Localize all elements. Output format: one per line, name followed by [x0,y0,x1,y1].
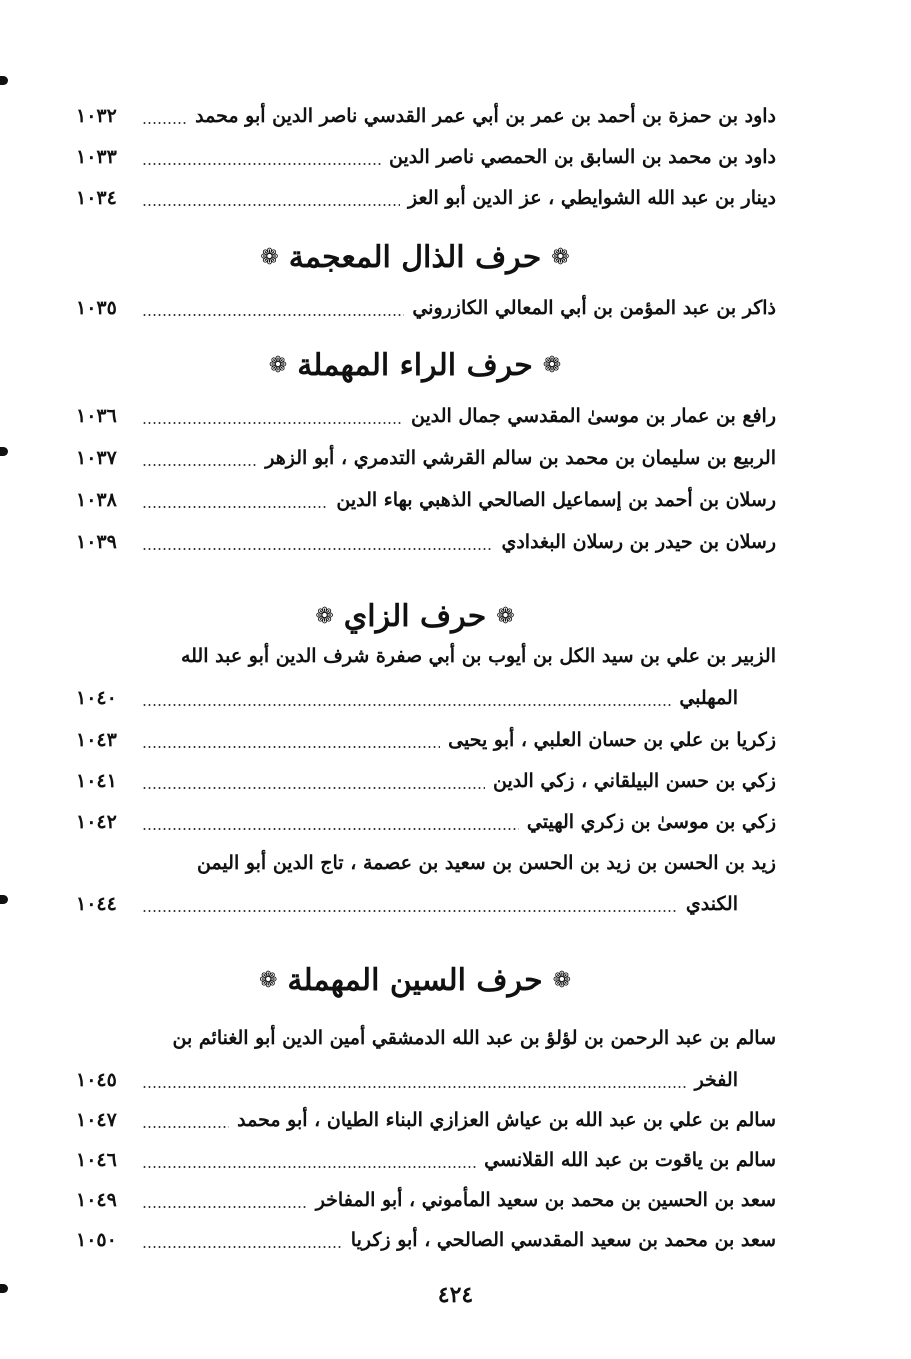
entry-name: زكريا بن علي بن حسان العلبي ، أبو يحيى [448,729,776,751]
section-heading-text: حرف الراء المهملة [297,347,533,383]
entry-first-line [150,845,776,881]
ornament-icon: ❁ [542,352,562,378]
entry-number: ١٠٣٢ [76,105,117,127]
entry-number: ١٠٣٥ [76,297,117,319]
ornament-icon: ❁ [552,967,572,993]
leader-dots [142,746,440,748]
index-entry [76,139,776,175]
entry-number: ١٠٤٤ [76,893,117,915]
section-heading-text: حرف السين المهملة [287,962,543,998]
index-entry [76,398,776,434]
leader-dots [142,1206,308,1208]
index-entry [76,763,776,799]
index-entry [76,180,776,216]
entry-name: ذاكر بن عبد المؤمن بن أبي المعالي الكازروني [412,297,776,319]
entry-name: رسلان بن أحمد بن إسماعيل الصالحي الذهبي بهاء الدين [336,489,776,511]
entry-name: زكي بن حسن البيلقاني ، زكي الدين [493,770,776,792]
index-entry [76,290,776,326]
leader-dots [142,1166,476,1168]
index-entry [76,524,776,560]
entry-number: ١٠٣٤ [76,187,117,209]
leader-dots [142,910,678,912]
entry-number: ١٠٣٣ [76,146,117,168]
leader-dots [142,122,187,124]
entry-name: الربيع بن سليمان بن محمد بن سالم القرشي التدمري ، أبو الزهر [265,447,776,469]
index-entry [76,886,738,922]
entry-name: سعد بن الحسين بن محمد بن سعيد المأموني ، أبو المفاخر [315,1189,776,1211]
entry-name: رسلان بن حيدر بن رسلان البغدادي [501,531,776,553]
leader-dots [142,163,381,165]
entry-first-line [150,1020,776,1056]
leader-dots [142,1126,229,1128]
index-entry [76,804,776,840]
entry-name-line: سالم بن عبد الرحمن بن لؤلؤ بن عبد الله الدمشقي أمين الدين أبو الغنائم بن [172,1027,776,1049]
section-heading-dhal [230,234,600,280]
entry-number: ١٠٤٥ [76,1069,117,1091]
edge-mark [0,447,8,456]
leader-dots [142,828,519,830]
entry-number: ١٠٤٢ [76,811,117,833]
leader-dots [142,787,485,789]
section-heading-zay [230,593,600,639]
entry-number: ١٠٣٩ [76,531,117,553]
section-heading-text: حرف الذال المعجمة [288,239,542,275]
ornament-icon: ❁ [260,244,279,270]
entry-name: سالم بن ياقوت بن عبد الله القلانسي [484,1149,776,1171]
entry-name: سعد بن محمد بن سعيد المقدسي الصالحي ، أبو زكريا [350,1229,776,1251]
entry-name: الكندي [685,893,738,915]
section-heading-ra [230,342,600,388]
index-entry [76,680,738,716]
entry-number: ١٠٤١ [76,770,117,792]
entry-name-line: زيد بن الحسن بن زيد بن الحسن بن سعيد بن عصمة ، تاج الدين أبو اليمن [196,852,776,874]
edge-mark [0,76,8,85]
leader-dots [142,314,404,316]
ornament-icon: ❁ [268,352,288,378]
index-entry [76,1182,776,1218]
page-number: ٤٢٤ [437,1282,474,1308]
leader-dots [142,548,493,550]
entry-name: زكي بن موسىٰ بن زكري الهيتي [526,811,776,833]
entry-name-line: الزبير بن علي بن سيد الكل بن أيوب بن أبي صفرة شرف الدين أبو عبد الله [180,645,776,667]
entry-number: ١٠٤٣ [76,729,117,751]
entry-number: ١٠٣٨ [76,489,117,511]
index-entry [76,1102,776,1138]
index-entry [76,482,776,518]
entry-name: رافع بن عمار بن موسىٰ المقدسي جمال الدين [411,405,776,427]
entry-name: داود بن حمزة بن أحمد بن عمر بن أبي عمر القدسي ناصر الدين أبو محمد [195,105,776,127]
entry-number: ١٠٣٦ [76,405,117,427]
ornament-icon: ❁ [496,603,515,629]
entry-number: ١٠٥٠ [76,1229,117,1251]
entry-name: سالم بن علي بن عبد الله بن عياش العزازي البناء الطيان ، أبو محمد [237,1109,776,1131]
section-heading-sin [230,957,600,1003]
index-entry [76,98,776,134]
edge-mark [0,895,8,904]
entry-name: الفخر [694,1069,738,1091]
entry-number: ١٠٣٧ [76,447,117,469]
leader-dots [142,1246,343,1248]
leader-dots [142,464,257,466]
index-entry [76,722,776,758]
ornament-icon: ❁ [315,603,334,629]
ornament-icon: ❁ [551,244,570,270]
entry-number: ١٠٤٠ [76,687,117,709]
entry-number: ١٠٤٧ [76,1109,117,1131]
entry-first-line [150,638,776,674]
index-entry [76,440,776,476]
entry-number: ١٠٤٩ [76,1189,117,1211]
leader-dots [142,506,328,508]
index-entry [76,1222,776,1258]
index-entry [76,1142,776,1178]
entry-name: دينار بن عبد الله الشوايطي ، عز الدين أبو العز [408,187,776,209]
entry-number: ١٠٤٦ [76,1149,117,1171]
index-entry [76,1062,738,1098]
entry-name: المهلبي [679,687,738,709]
leader-dots [142,422,403,424]
leader-dots [142,204,400,206]
leader-dots [142,704,671,706]
entry-name: داود بن محمد بن السابق بن الحمصي ناصر الدين [388,146,776,168]
leader-dots [142,1086,687,1088]
ornament-icon: ❁ [258,967,278,993]
section-heading-text: حرف الزاي [343,598,487,634]
